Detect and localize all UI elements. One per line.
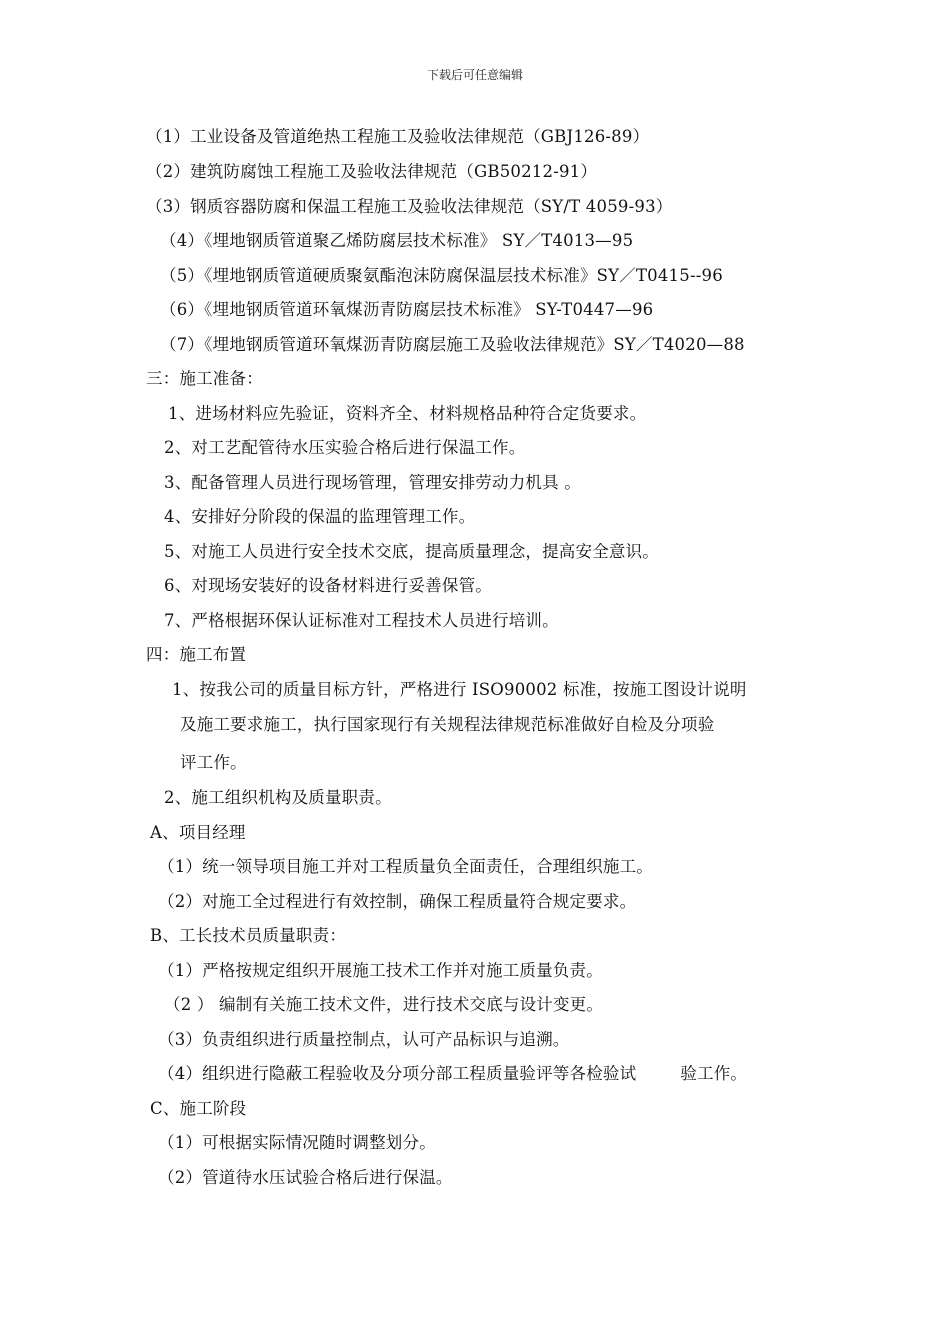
- foreman-duty-2: （2 ） 编制有关施工技术文件，进行技术交底与设计变更。: [164, 995, 604, 1014]
- prep-item-3: 3、配备管理人员进行现场管理，管理安排劳动力机具 。: [164, 473, 581, 492]
- prep-item-4: 4、安排好分阶段的保温的监理管理工作。: [164, 507, 476, 526]
- prep-item-7: 7、严格根据环保认证标准对工程技术人员进行培训。: [164, 611, 559, 630]
- foreman-duty-4-tail: 验工作。: [680, 1064, 748, 1083]
- foreman-duty-4: [158, 1063, 747, 1085]
- subheading-a: A、项目经理: [150, 823, 246, 842]
- standard-4: （4）《埋地钢质管道聚乙烯防腐层技术标准》 SY／T4013—95: [160, 231, 634, 250]
- standard-7: （7）《埋地钢质管道环氧煤沥青防腐层施工及验收法律规范》SY／T4020—88: [160, 335, 745, 354]
- layout-item-1: 1、按我公司的质量目标方针，严格进行 ISO90002 标准，按施工图设计说明: [172, 680, 747, 699]
- foreman-duty-4-text: （4）组织进行隐蔽工程验收及分项分部工程质量验评等各检验试: [158, 1064, 637, 1083]
- layout-item-2: 2、施工组织机构及质量职责。: [164, 788, 392, 807]
- prep-item-6: 6、对现场安装好的设备材料进行妥善保管。: [164, 576, 492, 595]
- manager-duty-2: （2）对施工全过程进行有效控制，确保工程质量符合规定要求。: [158, 892, 637, 911]
- prep-item-5: 5、对施工人员进行安全技术交底，提高质量理念，提高安全意识。: [164, 542, 659, 561]
- prep-item-2: 2、对工艺配管待水压实验合格后进行保温工作。: [164, 438, 526, 457]
- standard-1: （1）工业设备及管道绝热工程施工及验收法律规范（GBJ126-89）: [146, 127, 650, 146]
- subheading-b: B、工长技术员质量职责：: [150, 926, 347, 945]
- foreman-duty-1: （1）严格按规定组织开展施工技术工作并对施工质量负责。: [158, 961, 603, 980]
- phase-item-2: （2）管道待水压试验合格后进行保温。: [158, 1168, 453, 1187]
- standard-2: （2）建筑防腐蚀工程施工及验收法律规范（GB50212-91）: [146, 162, 598, 181]
- standard-5: （5）《埋地钢质管道硬质聚氨酯泡沫防腐保温层技术标准》SY／T0415--96: [160, 266, 723, 285]
- foreman-duty-3: （3）负责组织进行质量控制点，认可产品标识与追溯。: [158, 1030, 570, 1049]
- prep-item-1: 1、进场材料应先验证，资料齐全、材料规格品种符合定货要求。: [168, 404, 647, 423]
- subheading-c: C、施工阶段: [150, 1099, 247, 1118]
- page-header: 下载后可任意编辑: [426, 68, 523, 82]
- manager-duty-1: （1）统一领导项目施工并对工程质量负全面责任，合理组织施工。: [158, 857, 653, 876]
- section-heading-3: 三：施工准备：: [146, 369, 263, 388]
- layout-item-1-cont2: 评工作。: [180, 753, 247, 772]
- phase-item-1: （1）可根据实际情况随时调整划分。: [158, 1133, 436, 1152]
- section-heading-4: 四：施工布置: [146, 645, 247, 664]
- standard-3: （3）钢质容器防腐和保温工程施工及验收法律规范（SY/T 4059-93）: [146, 197, 673, 216]
- layout-item-1-cont: 及施工要求施工，执行国家现行有关规程法律规范标准做好自检及分项验: [180, 715, 715, 734]
- standard-6: （6）《埋地钢质管道环氧煤沥青防腐层技术标准》 SY-T0447—96: [160, 300, 654, 319]
